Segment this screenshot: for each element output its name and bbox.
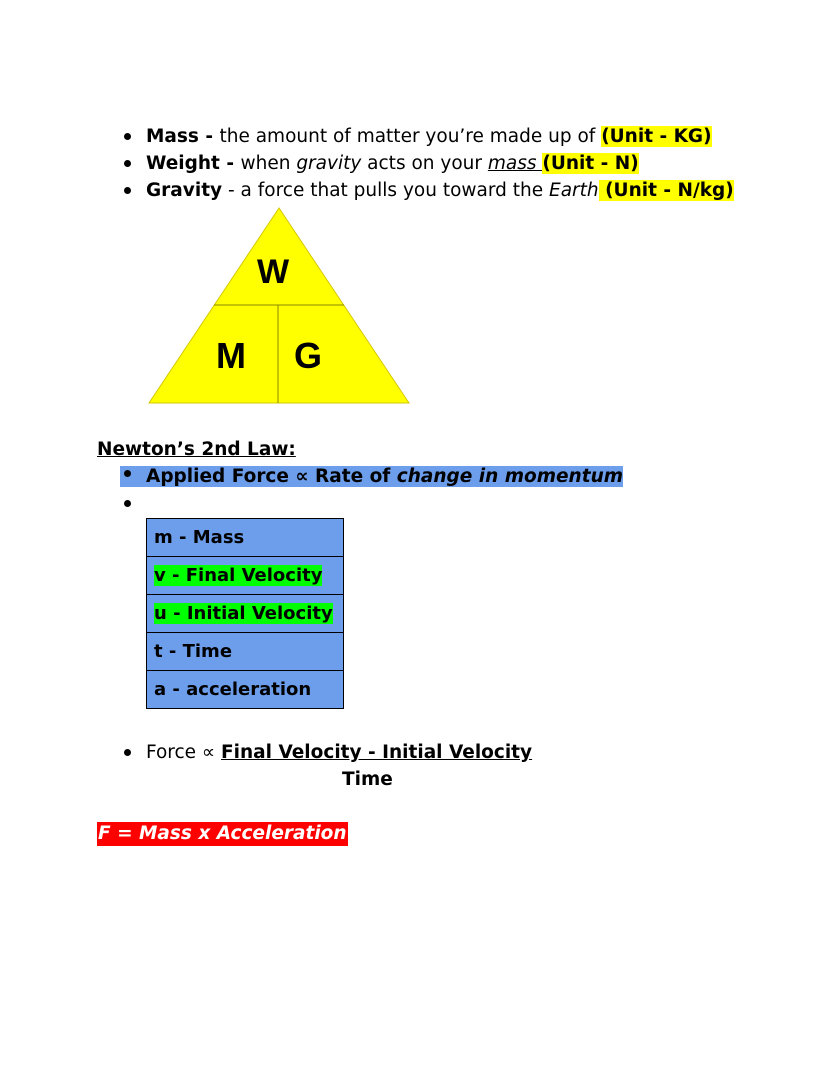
variable-label: m - Mass xyxy=(154,527,245,548)
definition-text: the amount of matter you’re made up of xyxy=(219,126,596,147)
formula-triangle xyxy=(148,207,410,404)
bullet xyxy=(124,500,131,507)
variable-label: u - Initial Velocity xyxy=(154,603,333,624)
table-row xyxy=(147,557,344,595)
table-row xyxy=(147,595,344,633)
definition-gravity: Gravity - a force that pulls you toward the Earth (Unit - N/kg) xyxy=(146,180,734,201)
fraction-numerator: Final Velocity - Initial Velocity xyxy=(221,742,533,763)
unit-badge: (Unit - KG) xyxy=(601,126,712,147)
bullet xyxy=(124,749,131,756)
variable-label: t - Time xyxy=(154,641,233,662)
term-weight: Weight xyxy=(146,153,220,174)
force-proportionality: Force ∝ Final Velocity - Initial Velocity xyxy=(146,742,533,763)
table-row xyxy=(147,633,344,671)
definition-mass: Mass - the amount of matter you’re made up of (Unit - KG) xyxy=(146,126,712,147)
fraction-denominator: Time xyxy=(342,769,393,790)
variable-label: v - Final Velocity xyxy=(154,565,323,586)
triangle-label-g: G xyxy=(293,335,323,376)
unit-badge: (Unit - N/kg) xyxy=(599,180,734,201)
applied-force-highlight: Applied Force ∝ Rate of change in momentum xyxy=(120,466,623,487)
term-mass: Mass xyxy=(146,126,199,147)
triangle-label-m: M xyxy=(216,335,246,376)
bullet xyxy=(124,160,131,167)
bullet xyxy=(124,187,131,194)
triangle-label-w: W xyxy=(256,253,290,291)
variable-label: a - acceleration xyxy=(154,679,312,700)
definition-weight: Weight - when gravity acts on your mass (Unit - N) xyxy=(146,153,639,174)
applied-force-line xyxy=(120,464,623,490)
section-heading: Newton’s 2nd Law: xyxy=(97,439,296,460)
unit-badge: (Unit - N) xyxy=(542,153,639,174)
variables-table xyxy=(146,518,344,709)
bullet xyxy=(124,470,131,477)
table-row xyxy=(147,671,344,709)
term-gravity: Gravity xyxy=(146,180,223,201)
table-row xyxy=(147,519,344,557)
formula-highlight: F = Mass x Acceleration xyxy=(98,823,347,844)
bullet xyxy=(124,133,131,140)
